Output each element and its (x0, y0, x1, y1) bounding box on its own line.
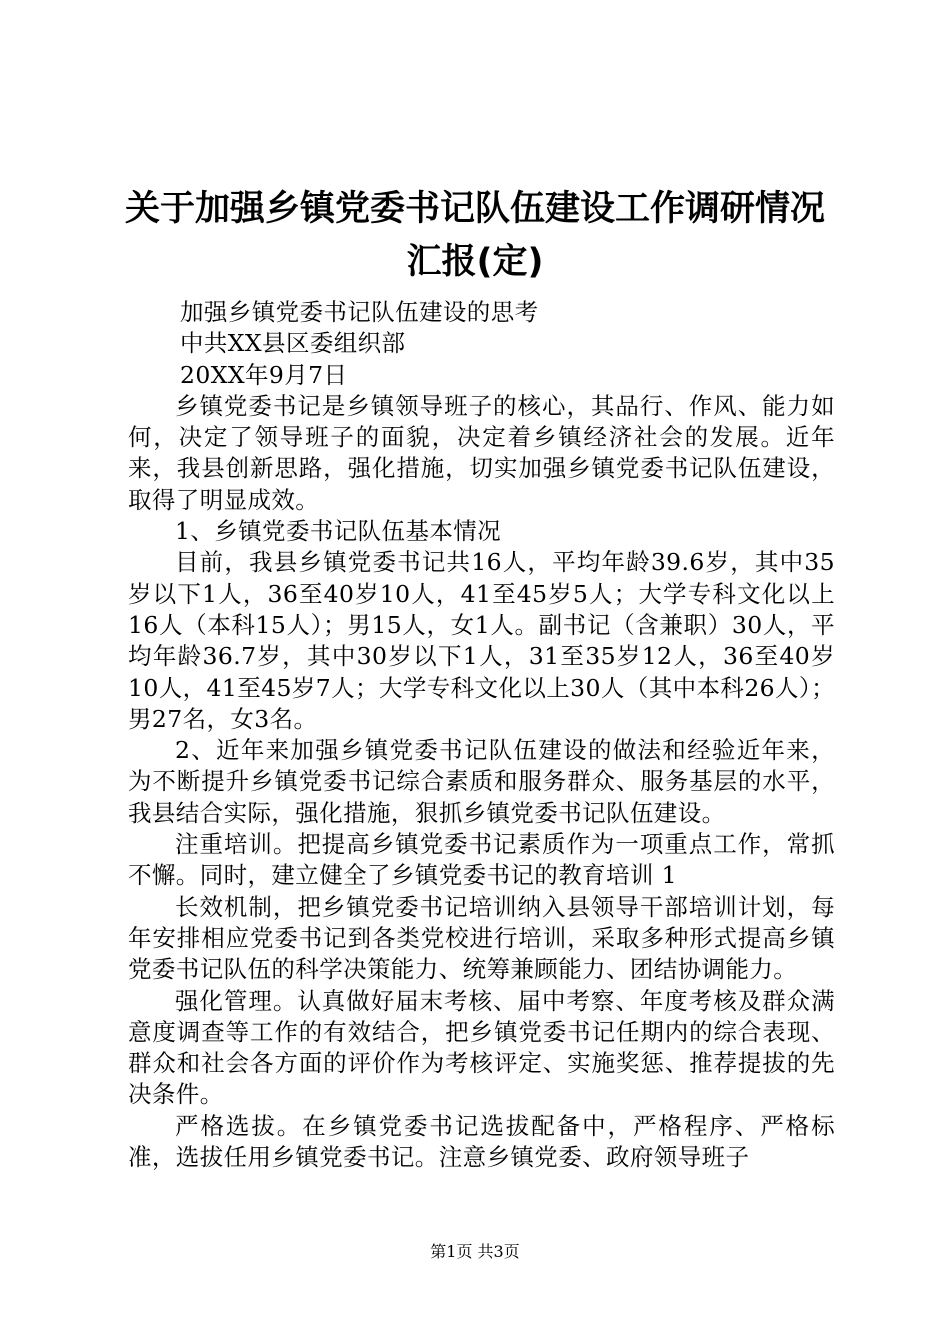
paragraph: 强化管理。认真做好届末考核、届中考察、年度考核及群众满意度调查等工作的有效结合，把乡镇党委书记任期内的综合表现、群众和社会各方面的评价作为考核评定、实施奖惩、推荐提拔的先决条件。 (128, 986, 835, 1109)
paragraph: 注重培训。把提高乡镇党委书记素质作为一项重点工作，常抓不懈。同时，建立健全了乡镇党委书记的教育培训 1 (128, 830, 835, 890)
paragraph: 乡镇党委书记是乡镇领导班子的核心，其品行、作风、能力如何，决定了领导班子的面貌，决定着乡镇经济社会的发展。近年来，我县创新思路，强化措施，切实加强乡镇党委书记队伍建设，取得了明显成效。 (128, 391, 835, 514)
page-footer: 第1页 共3页 (430, 1242, 520, 1261)
section-heading: 2、近年来加强乡镇党委书记队伍建设的做法和经验近年来，为不断提升乡镇党委书记综合素质和服务群众、服务基层的水平，我县结合实际，强化措施，狠抓乡镇党委书记队伍建设。 (128, 736, 835, 827)
paragraph: 目前，我县乡镇党委书记共16人，平均年龄39.6岁，其中35岁以下1人，36至40岁10人，41至45岁5人；大学专科文化以上16人（本科15人）；男15人，女1人。副书记（含兼职）30人，平均年龄36.7岁，其中30岁以下1人，31至35岁12人，36至40岁10人，41至45岁7人；大学专科文化以上30人（其中本科26人）；男27名，女3名。 (128, 548, 835, 733)
paragraph: 长效机制，把乡镇党委书记培训纳入县领导干部培训计划，每年安排相应党委书记到各类党校进行培训，采取多种形式提高乡镇党委书记队伍的科学决策能力、统筹兼顾能力、团结协调能力。 (128, 892, 835, 984)
document-subtitle: 加强乡镇党委书记队伍建设的思考 (180, 298, 539, 326)
section-heading: 1、乡镇党委书记队伍基本情况 (175, 517, 502, 546)
document-date: 20XX年9月7日 (180, 360, 348, 389)
document-title-line-1: 关于加强乡镇党委书记队伍建设工作调研情况 (124, 189, 825, 229)
paragraph: 严格选拔。在乡镇党委书记选拔配备中，严格程序、严格标准，选拔任用乡镇党委书记。注意乡镇党委、政府领导班子 (128, 1111, 835, 1172)
document-title-line-2: 汇报(定) (406, 242, 544, 282)
document-organization: 中共XX县区委组织部 (180, 329, 406, 358)
document-body (128, 297, 835, 1173)
